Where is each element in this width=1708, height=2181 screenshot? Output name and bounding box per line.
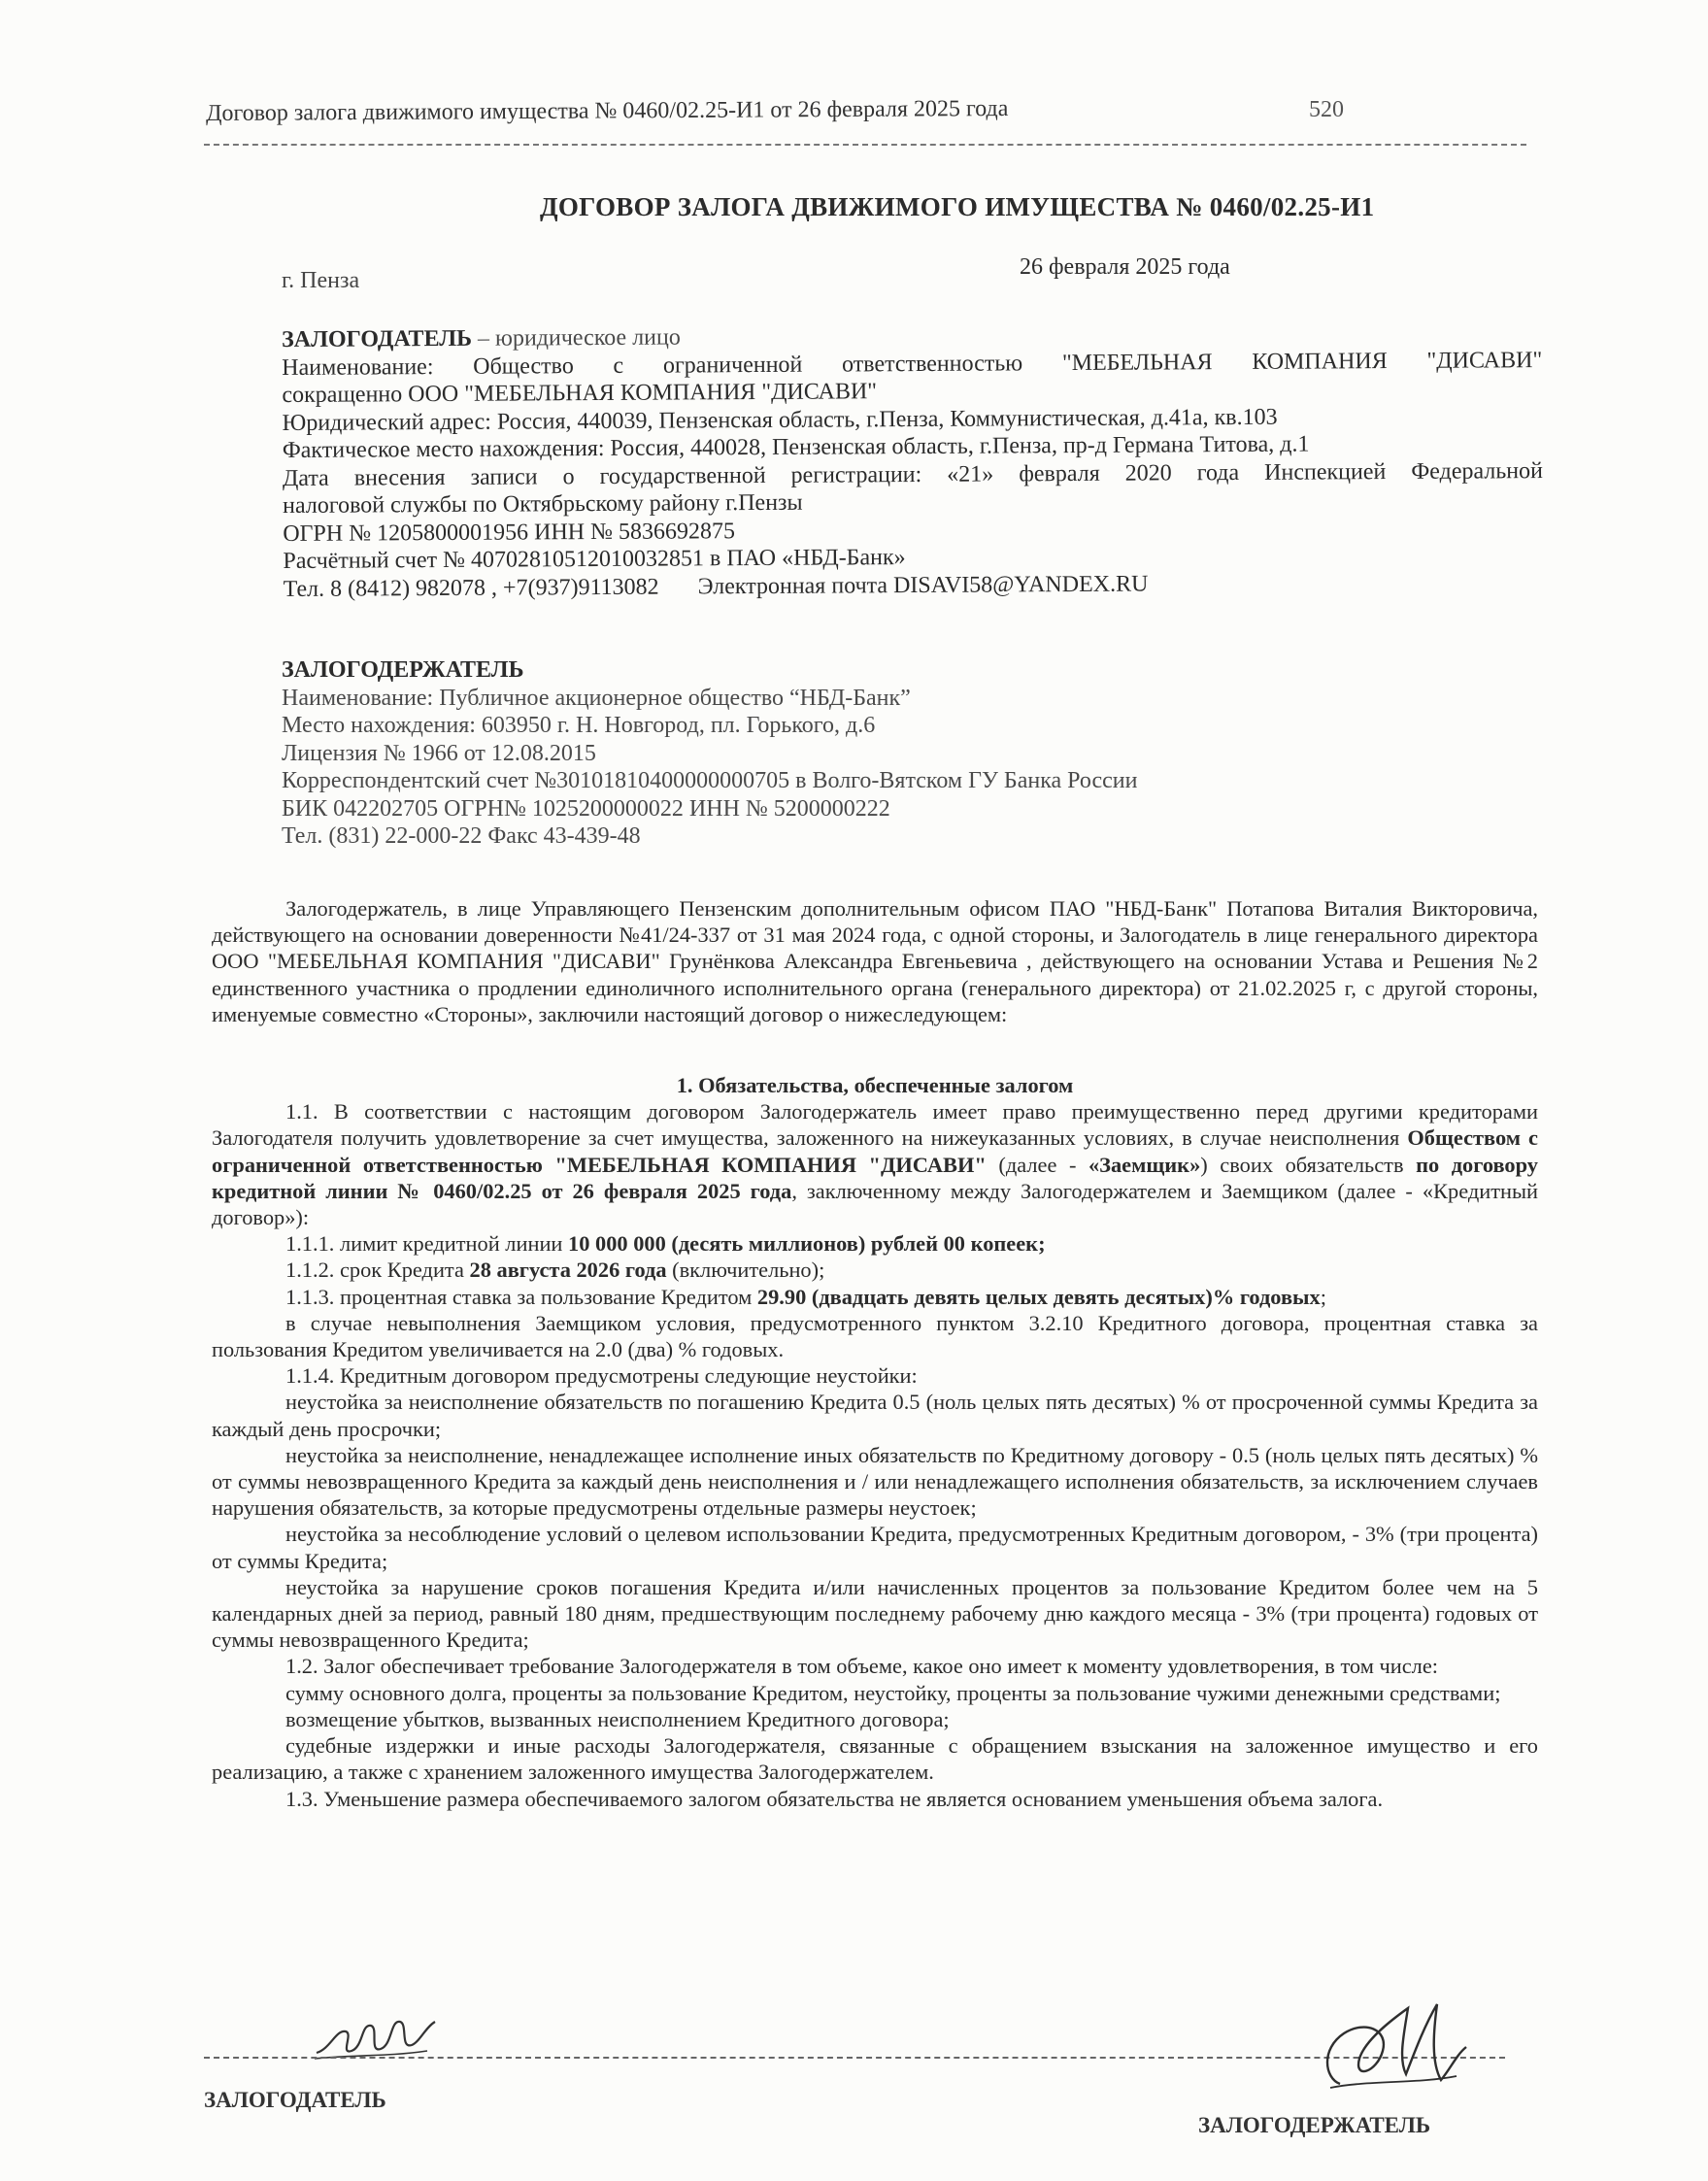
clause-1-1-4: 1.1.4. Кредитным договором предусмотрены следующие неустойки: xyxy=(285,1363,918,1389)
clause-1-1-1 xyxy=(212,1230,1538,1257)
pledgee-heading: ЗАЛОГОДЕРЖАТЕЛЬ xyxy=(282,657,524,683)
penalty-1: неустойка за неисполнение обязательств по погашению Кредита 0.5 (ноль целых пять десятых) % от просроченной суммы Кредита за каждый день просрочки; xyxy=(212,1390,1538,1441)
document-city: г. Пенза xyxy=(282,268,360,293)
pledgor-actual-address: Фактическое место нахождения: Россия, 440028, Пензенская область, г.Пенза, пр-д Германа Титова, д.1 xyxy=(282,431,1310,463)
pledgor-name: Наименование: Общество с ограниченной ответственностью "МЕБЕЛЬНАЯ КОМПАНИЯ "ДИСАВИ" xyxy=(282,347,1543,381)
scope-item-3: судебные издержки и иные расходы Залогодержателя, связанные с обращением взыскания на заложенное имущество и его реализацию, а также с хранением заложенного имущества Залогодержателем. xyxy=(212,1733,1538,1785)
credit-term-value: 28 августа 2026 года xyxy=(469,1258,667,1283)
pledgor-legal-address: Юридический адрес: Россия, 440039, Пензенская область, г.Пенза, Коммунистическая, д.41а, кв.103 xyxy=(282,404,1278,436)
pledgor-registration-line-2: налоговой службы по Октябрьскому району г.Пензы xyxy=(283,489,803,519)
pledgee-name: Наименование: Публичное акционерное общество “НБД-Банк” xyxy=(282,685,911,711)
clause-1-1 xyxy=(212,1098,1538,1230)
clause-1-3: 1.3. Уменьшение размера обеспечиваемого залогом обязательства не является основанием уменьшения объема залога. xyxy=(285,1786,1384,1811)
clause-1-1-text-g: , заключенному между Залогодержателем и Заемщиком (далее - «Кредитный договор»): xyxy=(212,1178,1538,1230)
contract-body xyxy=(212,895,1538,1812)
clause-1-1-3-label: 1.1.3. процентная ставка за пользование Кредитом xyxy=(285,1284,757,1309)
page-number: 520 xyxy=(1309,97,1344,122)
document-date: 26 февраля 2025 года xyxy=(1020,254,1230,280)
clause-1-1-credit-agreement: по договору кредитной линии № 0460/02.25 от 26 февраля 2025 года xyxy=(212,1152,1538,1203)
pledgor-signature xyxy=(311,2010,447,2068)
scope-item-1: сумму основного долга, проценты за пользование Кредитом, неустойку, проценты за пользование чужими денежными средствами; xyxy=(285,1680,1501,1705)
penalty-4: неустойка за нарушение сроков погашения Кредита и/или начисленных процентов за пользование Кредитом более чем на 5 календарных дней за период, равный 180 дням, предшествующим последнему рабочему дню каждого месяца - 3% (три процента) годовых от суммы невозвращенного Кредита; xyxy=(212,1574,1538,1653)
clause-1-2: 1.2. Залог обеспечивает требование Залогодержателя в том объеме, какое оно имеет к моменту удовлетворения, в том числе: xyxy=(285,1654,1438,1679)
pledgor-heading-label: ЗАЛОГОДАТЕЛЬ xyxy=(282,325,473,352)
section-1-title: 1. Обязательства, обеспеченные залогом xyxy=(676,1073,1074,1098)
clause-1-1-2-label: 1.1.2. срок Кредита xyxy=(285,1258,470,1283)
pledgor-signature-label: ЗАЛОГОДАТЕЛЬ xyxy=(204,2088,386,2112)
penalty-3: неустойка за несоблюдение условий о целевом использовании Кредита, предусмотренных Кредитным договором, - 3% (три процента) от суммы Кредита; xyxy=(212,1522,1538,1573)
pledgor-registration-line-1: Дата внесения записи о государственной регистрации: «21» февраля 2020 года Инспекцией Федеральной xyxy=(282,457,1544,491)
clause-1-1-text-e: ) своих обязательств xyxy=(1200,1152,1417,1177)
running-header: Договор залога движимого имущества № 0460/02.25-И1 от 26 февраля 2025 года xyxy=(206,95,1009,126)
clause-1-1-borrower-name: Обществом с ограниченной ответственностью "МЕБЕЛЬНАЯ КОМПАНИЯ "ДИСАВИ" xyxy=(212,1125,1538,1177)
document-title: ДОГОВОР ЗАЛОГА ДВИЖИМОГО ИМУЩЕСТВА № 0460/02.25-И1 xyxy=(540,192,1375,221)
pledgee-details xyxy=(282,656,1350,851)
header-divider xyxy=(204,144,1526,146)
pledgor-details xyxy=(282,319,1546,603)
clause-1-1-text-a: 1.1. В соответствии с настоящим договором Залогодержатель имеет право преимущественно перед другими кредиторами Залогодателя получить удовлетворение за счет имущества, заложенного на нижеуказанных условиях, в случае неисполнения xyxy=(212,1099,1538,1151)
interest-rate-value: 29.90 (двадцать девять целых девять десятых)% годовых xyxy=(756,1284,1321,1309)
scope-item-2: возмещение убытков, вызванных неисполнением Кредитного договора; xyxy=(285,1706,950,1731)
pledgor-heading-suffix: – юридическое лицо xyxy=(471,324,681,352)
pledgee-signature xyxy=(1311,1991,1476,2107)
pledgee-phone: Тел. (831) 22-000-22 Факс 43-439-48 xyxy=(282,823,641,849)
footer-divider xyxy=(204,2057,1505,2059)
pledgor-account: Расчётный счет № 40702810512010032851 в ПАО «НБД-Банк» xyxy=(283,545,906,574)
pledgor-email: Электронная почта DISAVI58@YANDEX.RU xyxy=(697,571,1149,599)
preamble-paragraph: Залогодержатель, в лице Управляющего Пензенским дополнительным офисом ПАО "НБД-Банк" Потапова Виталия Викторовича, действующего на основании доверенности №41/24-337 от 31 мая 2024 года, с одной стороны, и Залогодатель в лице генерального директора ООО "МЕБЕЛЬНАЯ КОМПАНИЯ "ДИСАВИ" Грунёнкова Александра Евгеньевича , действующего на основании Устава и Решения №2 единственного участника о продлении единоличного исполнительного органа (генерального директора) от 21.02.2025 г, с другой стороны, именуемые совместно «Стороны», заключили настоящий договор о нижеследующем: xyxy=(212,896,1538,1026)
clause-1-1-2-suffix: (включительно); xyxy=(666,1258,825,1283)
pledgor-ogrn-inn: ОГРН № 1205800001956 ИНН № 5836692875 xyxy=(283,518,736,547)
rate-increase-paragraph: в случае невыполнения Заемщиком условия, предусмотренного пунктом 3.2.10 Кредитного договора, процентная ставка за пользования Кредитом увеличивается на 2.0 (два) % годовых. xyxy=(212,1310,1538,1362)
clause-1-1-borrower-alias: «Заемщик» xyxy=(1088,1152,1201,1177)
clause-1-1-1-label: 1.1.1. лимит кредитной линии xyxy=(285,1231,569,1257)
pledgee-address: Место нахождения: 603950 г. Н. Новгород, пл. Горького, д.6 xyxy=(282,713,876,738)
clause-1-1-3 xyxy=(212,1284,1538,1310)
penalty-2: неустойка за неисполнение, ненадлежащее исполнение иных обязательств по Кредитному договору - 0.5 (ноль целых пять десятых) % от суммы невозвращенного Кредита за каждый день неисполнения и / или ненадлежащего исполнения обязательств, за исключением случаев нарушения обязательств, за которые предусмотрены отдельные размеры неустоек; xyxy=(212,1442,1538,1521)
pledgee-bik: БИК 042202705 ОГРН№ 1025200000022 ИНН № 5200000222 xyxy=(282,795,890,822)
clause-1-1-text-c: (далее - xyxy=(986,1152,1088,1177)
pledgor-phone: Тел. 8 (8412) 982078 , +7(937)9113082 xyxy=(283,574,659,602)
pledgee-corr-account: Корреспондентский счет №30101810400000000705 в Волго-Вятском ГУ Банка России xyxy=(282,768,1138,793)
pledgee-license: Лицензия № 1966 от 12.08.2015 xyxy=(282,740,596,766)
clause-1-1-3-suffix: ; xyxy=(1320,1284,1326,1309)
pledgee-signature-label: ЗАЛОГОДЕРЖАТЕЛЬ xyxy=(1198,2113,1431,2137)
clause-1-1-2 xyxy=(212,1257,1538,1283)
pledgor-short-name: сокращенно ООО "МЕБЕЛЬНАЯ КОМПАНИЯ "ДИСАВИ" xyxy=(282,379,878,408)
credit-limit-value: 10 000 000 (десять миллионов) рублей 00 копеек; xyxy=(568,1231,1046,1257)
